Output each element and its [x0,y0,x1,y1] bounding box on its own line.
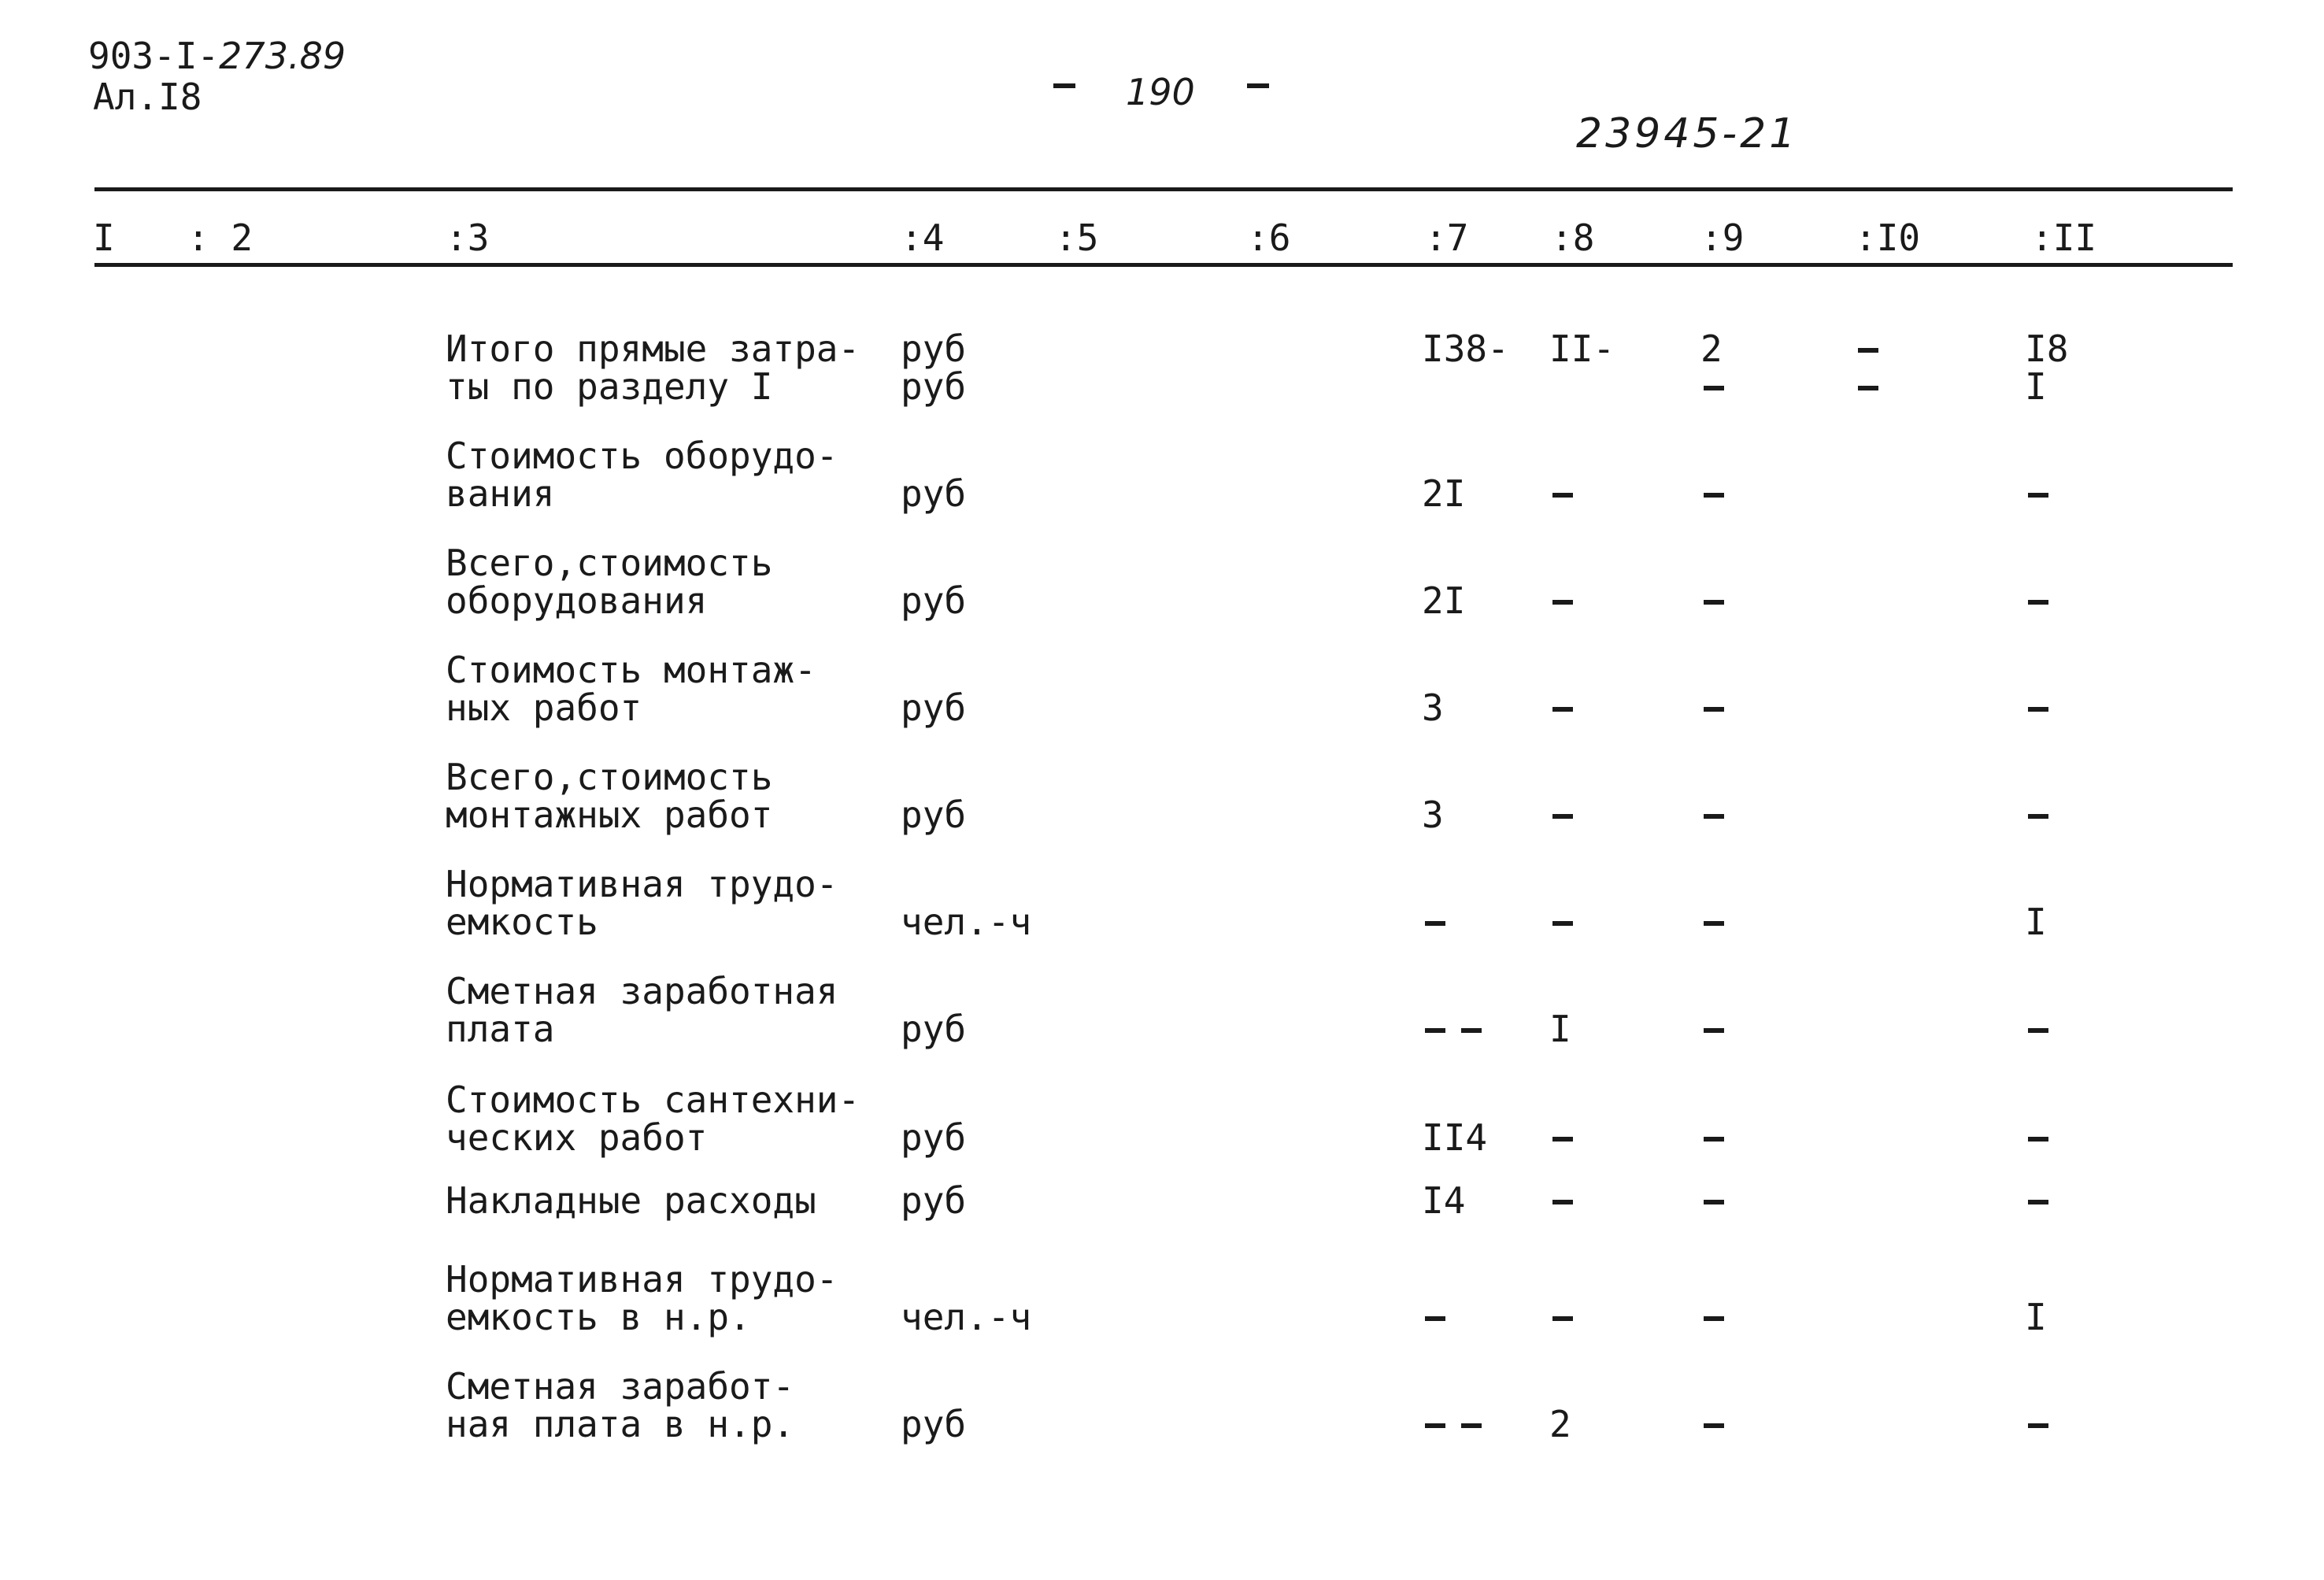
row-3-name-line-2: оборудования [446,579,708,622]
row-3-c7: 2I [1422,579,1466,622]
row-1-c8-line-1: II- [1549,327,1615,370]
row-5-c8 [1552,814,1573,819]
row-8-name-line-2: ческих работ [446,1116,708,1159]
column-header-5: :5 [1055,216,1099,259]
row-10-name-line-1: Нормативная трудо- [446,1258,838,1301]
row-8-name-line-1: Стоимость сантехни- [446,1079,860,1121]
row-7-name-line-1: Сметная заработная [446,970,838,1012]
row-1-unit-line-2: руб [901,365,967,408]
row-8-c11 [2028,1137,2048,1142]
row-4-name-line-1: Стоимость монтаж- [446,649,816,691]
row-6-unit: чел.-ч [901,901,1032,943]
row-7-c7-b [1461,1028,1482,1033]
row-2-unit: руб [901,472,967,515]
row-9-c7: I4 [1422,1179,1466,1222]
row-3-name-line-1: Всего,стоимость [446,542,773,584]
document-code-handwritten: 273.89 [219,35,346,77]
page-number-dash-left [1053,83,1075,88]
row-4-c8 [1552,707,1573,712]
row-5-c9 [1704,814,1724,819]
row-6-c7 [1425,921,1445,926]
row-7-c8: I [1549,1008,1571,1050]
document-code-typed: 903-I- [88,35,220,77]
row-11-name-line-2: ная плата в н.р. [446,1403,795,1445]
column-header-2: : 2 [187,216,253,259]
row-7-c7-a [1425,1028,1445,1033]
row-10-c9 [1704,1316,1724,1321]
column-header-7: :7 [1425,216,1469,259]
row-7-c9 [1704,1028,1724,1033]
row-6-c11: I [2025,901,2047,943]
page-number-dash-right [1247,83,1269,88]
row-11-c9 [1704,1423,1724,1428]
stamp-number: 23945-21 [1576,110,1799,157]
row-5-name-line-1: Всего,стоимость [446,756,773,798]
row-8-unit: руб [901,1116,967,1159]
row-7-c11 [2028,1028,2048,1033]
row-8-c7: II4 [1422,1116,1488,1159]
row-2-c9 [1704,493,1724,498]
row-1-c11-line-1: I8 [2025,327,2069,370]
column-header-8: :8 [1551,216,1595,259]
row-10-c11: I [2025,1296,2047,1338]
row-6-name-line-2: емкость [446,901,598,943]
row-2-c8 [1552,493,1573,498]
row-4-c7: 3 [1422,686,1444,729]
row-1-c10-line-1 [1858,348,1878,353]
row-2-c11 [2028,493,2048,498]
row-2-name-line-1: Стоимость оборудо- [446,435,838,477]
row-6-c8 [1552,921,1573,926]
row-9-name-line-1: Накладные расходы [446,1179,816,1222]
row-7-unit: руб [901,1008,967,1050]
row-9-c8 [1552,1200,1573,1204]
row-5-c11 [2028,814,2048,819]
column-header-9: :9 [1700,216,1745,259]
column-header-4: :4 [901,216,945,259]
row-9-c11 [2028,1200,2048,1204]
row-11-c11 [2028,1423,2048,1428]
row-10-unit: чел.-ч [901,1296,1032,1338]
row-3-unit: руб [901,579,967,622]
row-6-c9 [1704,921,1724,926]
column-header-1: I [93,216,115,259]
row-11-c7-b [1461,1423,1482,1428]
table-top-rule [94,187,2233,191]
row-10-c7 [1425,1316,1445,1321]
column-header-11: :II [2031,216,2097,259]
row-6-name-line-1: Нормативная трудо- [446,863,838,905]
column-header-10: :I0 [1855,216,1921,259]
row-8-c9 [1704,1137,1724,1142]
row-1-unit-line-1: руб [901,327,967,370]
row-11-c7-a [1425,1423,1445,1428]
row-3-c8 [1552,600,1573,605]
row-4-name-line-2: ных работ [446,686,642,729]
row-5-c7: 3 [1422,794,1444,836]
row-1-c9-line-2 [1704,386,1724,390]
row-1-name-line-1: Итого прямые затра- [446,327,860,370]
row-2-name-line-2: вания [446,472,555,515]
row-4-c9 [1704,707,1724,712]
row-4-c11 [2028,707,2048,712]
row-1-name-line-2: ты по разделу I [446,365,773,408]
row-8-c8 [1552,1137,1573,1142]
row-1-c9-line-1: 2 [1700,327,1723,370]
row-7-name-line-2: плата [446,1008,555,1050]
row-11-c8: 2 [1549,1403,1571,1445]
row-5-name-line-2: монтажных работ [446,794,773,836]
row-11-name-line-1: Сметная заработ- [446,1365,795,1408]
row-1-c7-line-1: I38- [1422,327,1509,370]
column-header-3: :3 [446,216,490,259]
row-2-c7: 2I [1422,472,1466,515]
row-1-c11-line-2: I [2025,365,2047,408]
row-4-unit: руб [901,686,967,729]
table-header-rule [94,263,2233,267]
row-10-c8 [1552,1316,1573,1321]
row-3-c9 [1704,600,1724,605]
row-3-c11 [2028,600,2048,605]
row-9-unit: руб [901,1179,967,1222]
row-9-c9 [1704,1200,1724,1204]
row-1-c10-line-2 [1858,386,1878,390]
row-10-name-line-2: емкость в н.р. [446,1296,751,1338]
page-number: 190 [1126,71,1195,113]
document-code [88,36,346,76]
column-header-6: :6 [1247,216,1291,259]
row-11-unit: руб [901,1403,967,1445]
sheet-label: Ал.I8 [93,76,202,118]
row-5-unit: руб [901,794,967,836]
